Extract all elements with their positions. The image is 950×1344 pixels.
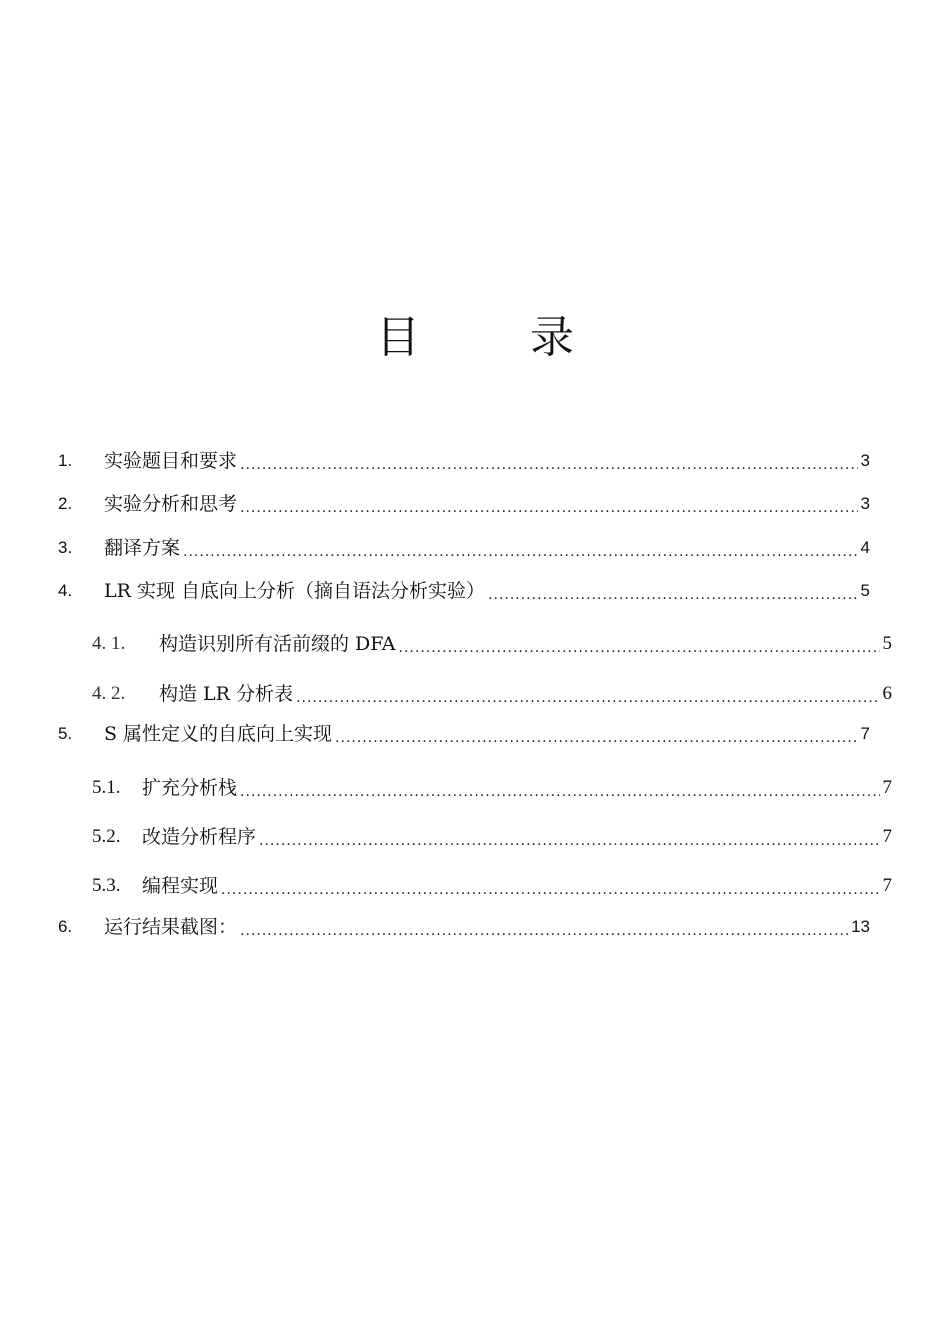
toc-entry-6[interactable]	[58, 914, 870, 940]
toc-leader-dots	[335, 721, 857, 747]
toc-number: 4. 2.	[92, 683, 126, 704]
toc-number: 1.	[58, 451, 73, 470]
toc-title: 构造识别所有活前缀的 DFA	[159, 633, 396, 655]
toc-number: 4.	[58, 581, 73, 600]
toc-leader-dots	[240, 775, 879, 801]
toc-page-number: 7	[882, 777, 892, 798]
toc-number: 2.	[58, 494, 73, 513]
toc-leader-dots	[240, 491, 858, 517]
toc-number: 5.2.	[92, 826, 121, 847]
toc-page-number: 7	[860, 724, 870, 743]
toc-entry-4[interactable]	[58, 578, 870, 604]
toc-page-number: 5	[860, 581, 870, 600]
toc-leader-dots	[183, 535, 858, 561]
toc-entry-5[interactable]	[58, 721, 870, 747]
toc-entry-3[interactable]	[58, 535, 870, 561]
toc-entry-1[interactable]	[58, 448, 870, 474]
toc-number: 4. 1.	[92, 633, 126, 654]
toc-title: 扩充分析栈	[142, 777, 238, 799]
toc-number: 5.	[58, 724, 73, 743]
toc-title: 实验分析和思考	[104, 493, 238, 515]
toc-leader-dots	[259, 824, 879, 850]
toc-title: 运行结果截图：	[104, 916, 238, 938]
toc-page-number: 5	[882, 633, 892, 654]
toc-entry-5-2[interactable]	[92, 824, 892, 850]
toc-entry-2[interactable]	[58, 491, 870, 517]
toc-title: S 属性定义的自底向上实现	[104, 723, 333, 745]
toc-entry-5-3[interactable]	[92, 873, 892, 899]
toc-number: 3.	[58, 538, 73, 557]
toc-page-number: 3	[860, 451, 870, 470]
toc-leader-dots	[488, 578, 858, 604]
toc-number: 6.	[58, 917, 73, 936]
toc-number: 5.1.	[92, 777, 121, 798]
toc-entry-4-2[interactable]	[92, 681, 892, 707]
toc-title: 实验题目和要求	[104, 450, 238, 472]
toc-page-number: 6	[882, 683, 892, 704]
toc-title: 编程实现	[142, 875, 219, 897]
toc-leader-dots	[221, 873, 879, 899]
toc-number: 5.3.	[92, 875, 121, 896]
toc-leader-dots	[296, 681, 879, 707]
toc-page-number: 7	[882, 826, 892, 847]
toc-title: 构造 LR 分析表	[159, 683, 294, 705]
toc-title: LR 实现 自底向上分析（摘自语法分析实验）	[104, 580, 486, 602]
toc-title: 翻译方案	[104, 537, 181, 559]
toc-title: 改造分析程序	[142, 826, 257, 848]
toc-page-number: 13	[851, 917, 870, 936]
toc-leader-dots	[240, 914, 848, 940]
toc-entry-5-1[interactable]	[92, 775, 892, 801]
toc-page-number: 7	[882, 875, 892, 896]
toc-page-number: 3	[860, 494, 870, 513]
toc-page-number: 4	[860, 538, 870, 557]
toc-entry-4-1[interactable]	[92, 631, 892, 657]
toc-leader-dots	[240, 448, 858, 474]
page-title: 目 录	[376, 312, 622, 363]
toc-leader-dots	[399, 631, 880, 657]
